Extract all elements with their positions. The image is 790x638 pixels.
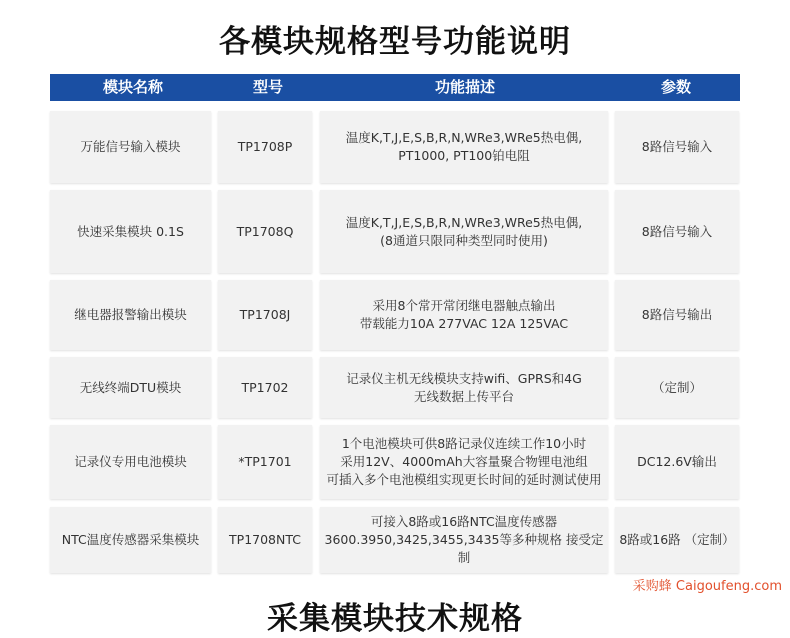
function-cell — [320, 111, 608, 183]
header-params: 参数 — [660, 78, 691, 96]
function-line: PT1000, PT100铂电阻 — [398, 148, 530, 163]
module-name-cell: 记录仪专用电池模块 — [50, 425, 211, 499]
function-line: 1个电池模块可供8路记录仪连续工作10小时 — [341, 436, 587, 451]
function-line: 3600.3950,3425,3455,3435等多种规格 接受定制 — [324, 532, 604, 565]
params-cell: 8路信号输入 — [615, 190, 739, 273]
function-line: 可接入8路或16路NTC温度传感器 — [370, 514, 558, 529]
function-cell — [320, 507, 608, 573]
function-line: 带载能力10A 277VAC 12A 125VAC — [359, 316, 569, 331]
model-cell: TP1708Q — [218, 190, 312, 273]
module-name-cell: 无线终端DTU模块 — [50, 357, 211, 418]
model-cell: TP1702 — [218, 357, 312, 418]
params-cell: 8路或16路 （定制） — [615, 507, 739, 573]
page-title: 各模块规格型号功能说明 — [219, 24, 571, 60]
table-header — [50, 74, 740, 101]
function-cell — [320, 425, 608, 499]
params-cell: （定制） — [615, 357, 739, 418]
model-cell: TP1708P — [218, 111, 312, 183]
header-module-name: 模块名称 — [102, 78, 163, 96]
module-name-cell: NTC温度传感器采集模块 — [50, 507, 211, 573]
module-name-cell: 继电器报警输出模块 — [50, 280, 211, 350]
function-cell — [320, 280, 608, 350]
model-cell: TP1708J — [218, 280, 312, 350]
function-cell — [320, 190, 608, 273]
module-name-cell: 快速采集模块 0.1S — [50, 190, 211, 273]
header-function: 功能描述 — [434, 78, 495, 96]
function-line: 无线数据上传平台 — [413, 388, 514, 404]
model-cell: TP1708NTC — [218, 507, 312, 573]
function-cell — [320, 357, 608, 418]
params-cell: DC12.6V输出 — [615, 425, 739, 499]
module-name-cell: 万能信号输入模块 — [50, 111, 211, 183]
function-line: 可插入多个电池模组实现更长时间的延时测试使用 — [326, 472, 602, 487]
params-cell: 8路信号输入 — [615, 111, 739, 183]
params-cell: 8路信号输出 — [615, 280, 739, 350]
model-cell: *TP1701 — [218, 425, 312, 499]
function-line: 采用12V、4000mAh大容量聚合物锂电池组 — [340, 454, 588, 469]
function-line: 记录仪主机无线模块支持wifi、GPRS和4G — [346, 370, 582, 386]
section-title: 采集模块技术规格 — [267, 601, 523, 637]
header-model: 型号 — [252, 78, 283, 96]
watermark: 采购蜂 Caigoufeng.com — [632, 579, 782, 594]
function-line: (8通道只限同种类型同时使用) — [380, 232, 548, 248]
function-line: 温度K,T,J,E,S,B,R,N,WRe3,WRe5热电偶, — [345, 214, 583, 230]
function-line: 温度K,T,J,E,S,B,R,N,WRe3,WRe5热电偶, — [345, 130, 583, 145]
function-line: 采用8个常开常闭继电器触点输出 — [372, 298, 556, 313]
